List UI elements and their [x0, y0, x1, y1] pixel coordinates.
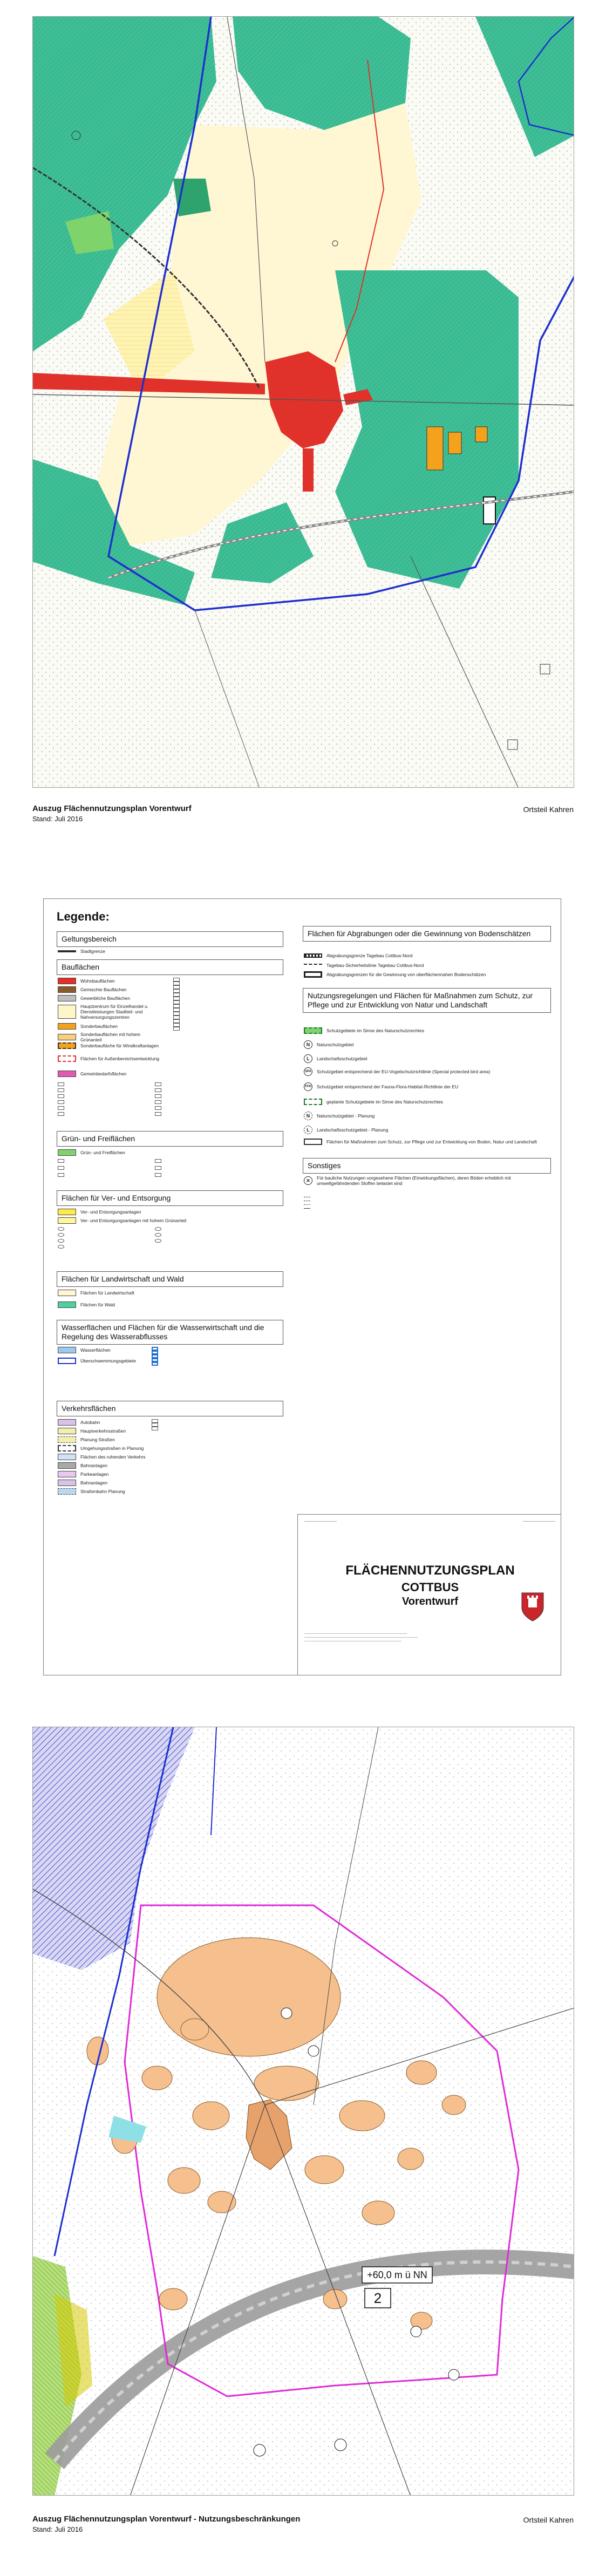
coat-of-arms-icon [519, 1590, 546, 1623]
legend-swatch [58, 1071, 76, 1077]
legend-item: L Landschaftsschutzgebiet [304, 1054, 367, 1063]
symbol-list-wasserschutz [152, 1347, 161, 1366]
landscape-protection-planned-icon: L [304, 1126, 312, 1134]
section-wasserflaechen: Wasserflächen und Flächen für die Wasserwirtschaft und die Regelung des Wasserabflusses [57, 1320, 283, 1345]
section-nutzungsregelungen: Nutzungsregelungen und Flächen für Maßnahmen zum Schutz, zur Pflege und zur Entwicklung von Natur und Landschaft [303, 988, 551, 1013]
legend-swatch [304, 971, 322, 978]
legend-item: Flächen des ruhenden Verkehrs [58, 1454, 146, 1460]
legend-item: Grün- und Freiflächen [58, 1149, 125, 1156]
symbol-row [152, 1358, 161, 1362]
symbol-row [152, 1351, 161, 1354]
section-sonstiges: Sonstiges [303, 1158, 551, 1174]
legend-swatch [58, 995, 76, 1001]
symbol-row [152, 1427, 161, 1430]
symbol-row [155, 1233, 252, 1237]
section-abgrabungen: Flächen für Abgrabungen oder die Gewinnung von Bodenschätzen [303, 926, 551, 942]
section-ver-entsorgung: Flächen für Ver- und Entsorgung [57, 1190, 283, 1206]
legend-panel [43, 898, 561, 1675]
symbol-row [152, 1423, 161, 1427]
land-use-map-canvas [33, 17, 574, 788]
nature-reserve-icon: N [304, 1040, 312, 1049]
district-label: Ortsteil Kahren [523, 805, 574, 814]
legend-item: Tagebau-Sicherheitslinie Tagebau Cottbus-Nord [304, 963, 424, 968]
symbol-row [173, 1008, 182, 1012]
section-geltungsbereich: Geltungsbereich [57, 931, 283, 947]
symbol-row [155, 1173, 252, 1177]
symbol-row [58, 1239, 155, 1243]
legend-item: Abgrabungsgrenzen für die Gewinnung von oberflächennahen Bodenschätzen [304, 971, 541, 978]
legend-item: Ver- und Entsorgungsanlagen [58, 1209, 141, 1215]
legend-item: Planung Straßen [58, 1436, 115, 1443]
symbol-row [155, 1094, 252, 1098]
symbol-row [58, 1159, 155, 1163]
symbol-row [173, 1019, 182, 1023]
symbol-row [173, 1016, 182, 1019]
legend-swatch [58, 1428, 76, 1434]
symbol-list-bauflaechen [173, 978, 182, 1031]
legend-item: Wasserflächen [58, 1347, 111, 1353]
symbol-row [58, 1233, 155, 1237]
legend-item: N Naturschutzgebiet - Planung [304, 1112, 375, 1120]
section-verkehrsflaechen: Verkehrsflächen [57, 1401, 283, 1416]
symbol-row [152, 1347, 161, 1351]
sheet-land-use-map [0, 0, 606, 842]
legend-item: Sonderbauflächen mit hohem Grünanteil [58, 1032, 160, 1042]
legend-item: Stadtgrenze [58, 949, 105, 954]
symbol-row [152, 1362, 161, 1366]
symbol-row [304, 1201, 313, 1204]
legend-item: Sonderbauflächen [58, 1023, 118, 1030]
legend-swatch [58, 986, 76, 993]
symbol-row [155, 1088, 252, 1092]
legend-item: Ver- und Entsorgungsanlagen mit hohem Grünanteil [58, 1217, 186, 1224]
legend-swatch [58, 978, 76, 984]
legend-item: N Naturschutzgebiet [304, 1040, 354, 1049]
legend-item: Überschwemmungsgebiete [58, 1358, 139, 1364]
title-block-footer [304, 1633, 418, 1641]
sheet-restrictions-map [0, 1727, 606, 2576]
legend-item: L Landschaftsschutzgebiet - Planung [304, 1126, 388, 1134]
symbol-row [304, 1208, 313, 1212]
legend-swatch [58, 1301, 76, 1308]
legend-swatch [58, 1023, 76, 1030]
symbol-row [173, 1023, 182, 1027]
legend-swatch [58, 1436, 76, 1443]
legend-swatch [58, 1471, 76, 1477]
legend-swatch [58, 1055, 76, 1062]
symbol-row [58, 1100, 155, 1104]
symbol-row [155, 1106, 252, 1110]
legend-swatch [58, 1488, 76, 1495]
symbol-row [173, 1012, 182, 1016]
nature-reserve-planned-icon: N [304, 1112, 312, 1120]
symbol-row [173, 982, 182, 985]
symbol-row [58, 1088, 155, 1092]
legend-item: Gemischte Bauflächen [58, 986, 127, 993]
legend-item: geplante Schutzgebiete im Sinne des Naturschutzrechtes [304, 1099, 443, 1105]
symbol-row [173, 989, 182, 993]
plan-heading: FLÄCHENNUTZUNGSPLAN [345, 1563, 515, 1578]
symbol-row [58, 1106, 155, 1110]
plan-status: Vorentwurf [401, 1596, 459, 1607]
legend-item: Flächen für Außenbereichsentwicklung [58, 1055, 160, 1062]
plan-city: COTTBUS [401, 1580, 459, 1594]
symbol-row [155, 1100, 252, 1104]
legend-item: Autobahn [58, 1419, 100, 1426]
legend-swatch [304, 1139, 322, 1145]
symbol-row [155, 1112, 252, 1116]
legend-item: Wohnbauflächen [58, 978, 115, 984]
legend-swatch [58, 1480, 76, 1486]
legend-item: Flächen für Maßnahmen zum Schutz, zur Pflege und zur Entwicklung von Boden, Natur und Landschaft [304, 1139, 541, 1145]
legend-swatch [58, 950, 76, 952]
symbol-list-verkehr [152, 1419, 161, 1430]
symbol-list-sonstiges [304, 1197, 313, 1212]
legend-item: Umgehungsstraßen in Planung [58, 1445, 144, 1451]
symbol-row [173, 978, 182, 982]
legend-swatch [58, 1454, 76, 1460]
ffh-icon: FFH [304, 1082, 312, 1091]
legend-item: Abgrabungsgrenze Tagebau Cottbus-Nord [304, 953, 413, 958]
symbol-row [173, 1027, 182, 1031]
symbol-row [173, 997, 182, 1000]
legend-item: Parkeanlagen [58, 1471, 108, 1477]
symbol-row [58, 1173, 155, 1177]
legend-item: Hauptzentrum für Einzelhandel u. Dienstleistungen Stadtteil- und Nahversorgungszentren [58, 1004, 160, 1020]
symbol-row [155, 1159, 252, 1163]
symbol-row [58, 1166, 155, 1170]
symbol-row [155, 1166, 252, 1170]
legend-swatch [304, 1027, 322, 1034]
legend-swatch [58, 1419, 76, 1426]
legend-item: Straßenbahn Planung [58, 1488, 125, 1495]
legend-swatch [58, 1005, 76, 1019]
symbol-row [155, 1082, 252, 1086]
symbol-grid-gruen [58, 1159, 252, 1177]
legend-swatch [58, 1034, 76, 1040]
symbol-row [152, 1419, 161, 1423]
symbol-row [58, 1112, 155, 1116]
section-gruenflaechen: Grün- und Freiflächen [57, 1131, 283, 1147]
legend-swatch [58, 1042, 76, 1049]
legend-item: Flächen für Landwirtschaft [58, 1290, 134, 1296]
section-bauflaechen: Bauflächen [57, 959, 283, 975]
symbol-grid-gemeinbedarf [58, 1082, 252, 1116]
landscape-protection-icon: L [304, 1054, 312, 1063]
legend-item: Bahnanlagen [58, 1462, 107, 1469]
title-block [297, 1514, 561, 1675]
legend-swatch [58, 1445, 76, 1451]
restrictions-map-canvas [33, 1727, 574, 2496]
map-title: Auszug Flächennutzungsplan Vorentwurf [32, 804, 192, 813]
legend-swatch [58, 1217, 76, 1224]
legend-swatch [304, 964, 322, 967]
legend-item: Bahnanlagen [58, 1480, 107, 1486]
legend-swatch [58, 1149, 76, 1156]
district-label: Ortsteil Kahren [523, 2516, 574, 2524]
symbol-row [304, 1197, 313, 1201]
legend-swatch [58, 1462, 76, 1469]
legend-item: Gewerbliche Bauflächen [58, 995, 130, 1001]
symbol-row [155, 1239, 252, 1243]
symbol-row [58, 1227, 155, 1231]
map-subtitle: Stand: Juli 2016 [32, 2525, 83, 2533]
legend-item: Hauptverkehrsstraßen [58, 1428, 126, 1434]
symbol-row [155, 1227, 252, 1231]
symbol-row [173, 993, 182, 997]
legend-item: FFH Schutzgebiet entsprechend der Fauna-Flora-Habitat-Richtlinie der EU [304, 1082, 541, 1091]
map-title: Auszug Flächennutzungsplan Vorentwurf - Nutzungsbeschränkungen [32, 2514, 301, 2524]
legend-swatch [58, 1290, 76, 1296]
legend-swatch [304, 1099, 322, 1105]
legend-title: Legende: [57, 910, 110, 923]
legend-swatch [58, 1209, 76, 1215]
symbol-row [58, 1094, 155, 1098]
height-label: +60,0 m ü NN [367, 2270, 427, 2280]
symbol-row [152, 1354, 161, 1358]
restrictions-map[interactable] [32, 1727, 574, 2496]
symbol-grid-versorgung [58, 1227, 252, 1249]
plan-reference-left [304, 1519, 337, 1523]
plan-reference-right [523, 1519, 555, 1523]
legend-swatch [58, 1358, 76, 1364]
symbol-row [173, 985, 182, 989]
symbol-row [58, 1245, 155, 1249]
legend-swatch [58, 1347, 76, 1353]
contaminated-site-icon: ✕ [304, 1176, 312, 1185]
legend-item: ✕ Für bauliche Nutzungen vorgesehene Flächen (Einwirkungsflächen), deren Böden erheblich mit umweltgefährdenden Stoffen belastet sind [304, 1175, 541, 1186]
map-subtitle: Stand: Juli 2016 [32, 815, 83, 823]
symbol-row [173, 1004, 182, 1008]
symbol-row [58, 1082, 155, 1086]
land-use-map[interactable] [32, 16, 574, 788]
symbol-row [304, 1204, 313, 1208]
spa-icon: SPA [304, 1067, 312, 1076]
legend-item: Schutzgebiete im Sinne des Naturschutzrechtes [304, 1027, 424, 1034]
legend-item: SPA Schutzgebiet entsprechend der EU-Vogelschutzrichtlinie (Special protected bird area) [304, 1067, 541, 1076]
legend-item: Sonderbaufläche für Windkraftanlagen [58, 1042, 160, 1049]
zone-label: 2 [373, 2290, 382, 2306]
legend-item: Gemeinbedarfsflächen [58, 1071, 127, 1077]
section-landwirtschaft-wald: Flächen für Landwirtschaft und Wald [57, 1271, 283, 1287]
legend-item: Flächen für Wald [58, 1301, 115, 1308]
legend-swatch [304, 953, 322, 958]
symbol-row [173, 1000, 182, 1004]
